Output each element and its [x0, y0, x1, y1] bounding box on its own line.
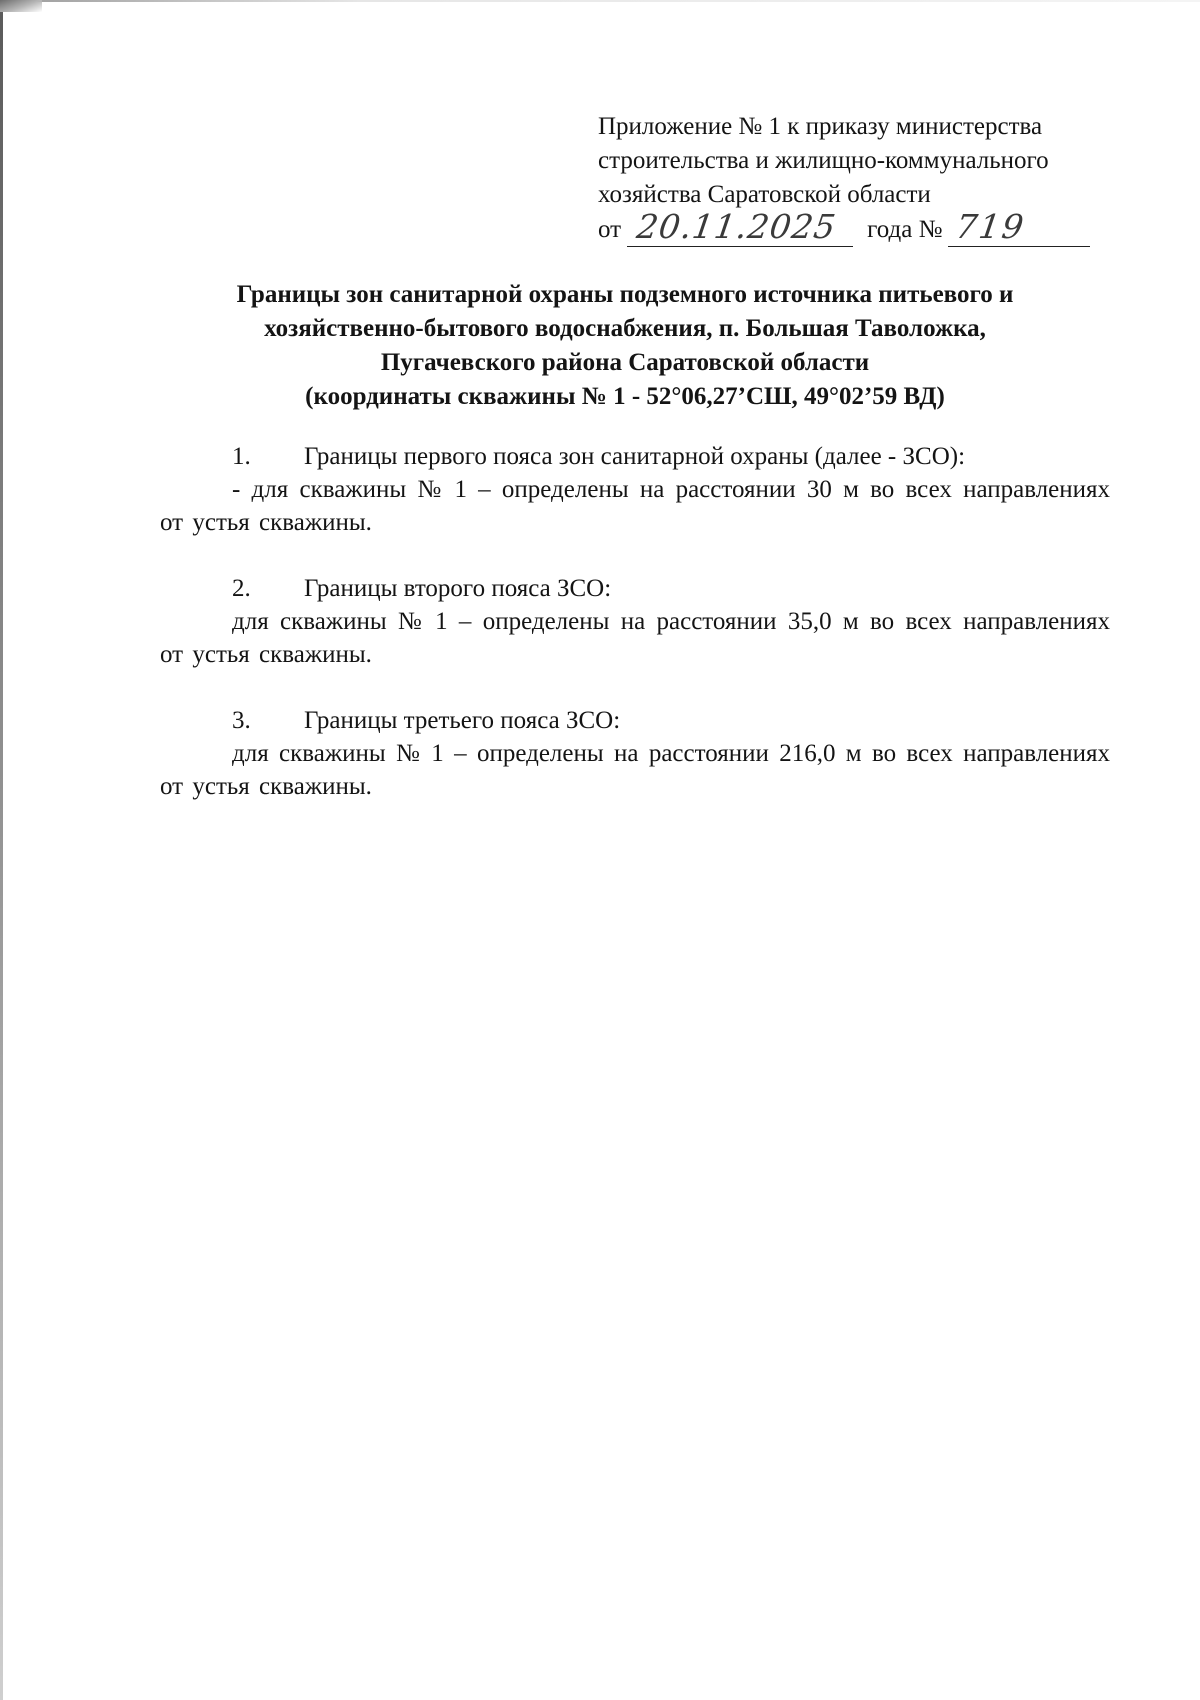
section-paragraph: для скважины № 1 – определены на расстоянии 35,0 м во всех направлениях от устья скважины.	[160, 608, 1110, 668]
section-heading-text: Границы третьего пояса ЗСО:	[304, 707, 621, 734]
approval-stamp-block	[598, 110, 1118, 247]
approval-line-3: хозяйства Саратовской области	[598, 181, 931, 208]
year-number-label: года №	[867, 216, 943, 243]
section-number: 1.	[232, 443, 251, 470]
title-line-4: (координаты скважины № 1 - 52°06,27’СШ, 49°02’59 ВД)	[305, 383, 945, 410]
section-heading	[160, 704, 1110, 737]
handwritten-number: 719	[953, 207, 1029, 246]
title-line-2: хозяйственно-бытового водоснабжения, п. Большая Таволожка,	[264, 315, 986, 342]
section-number: 2.	[232, 575, 251, 602]
section-heading-text: Границы второго пояса ЗСО:	[304, 575, 612, 602]
number-blank	[948, 207, 1090, 247]
document-title	[160, 278, 1090, 414]
approval-date-line	[598, 207, 1118, 247]
scan-edge-top	[0, 0, 1200, 2]
section-number: 3.	[232, 707, 251, 734]
scan-corner-artifact	[0, 0, 42, 12]
section-heading	[160, 440, 1110, 473]
scan-edge-left	[0, 0, 3, 1700]
section-1	[160, 440, 1110, 539]
title-line-1: Границы зон санитарной охраны подземного источника питьевого и	[236, 281, 1014, 308]
section-3	[160, 704, 1110, 803]
title-line-3: Пугачевского района Саратовской области	[380, 349, 870, 376]
document-body	[160, 440, 1110, 836]
section-paragraph: - для скважины № 1 – определены на расстоянии 30 м во всех направлениях от устья скважины.	[160, 476, 1110, 536]
section-heading-text: Границы первого пояса зон санитарной охраны (далее - ЗСО):	[304, 443, 966, 470]
approval-line-2: строительства и жилищно-коммунального	[598, 147, 1049, 174]
approval-line-1: Приложение № 1 к приказу министерства	[598, 113, 1043, 140]
date-blank	[627, 207, 853, 247]
section-2	[160, 572, 1110, 671]
section-paragraph: для скважины № 1 – определены на расстоянии 216,0 м во всех направлениях от устья скважины.	[160, 740, 1110, 800]
handwritten-date: 20.11.2025	[634, 207, 839, 246]
section-heading	[160, 572, 1110, 605]
from-label: от	[598, 216, 622, 243]
